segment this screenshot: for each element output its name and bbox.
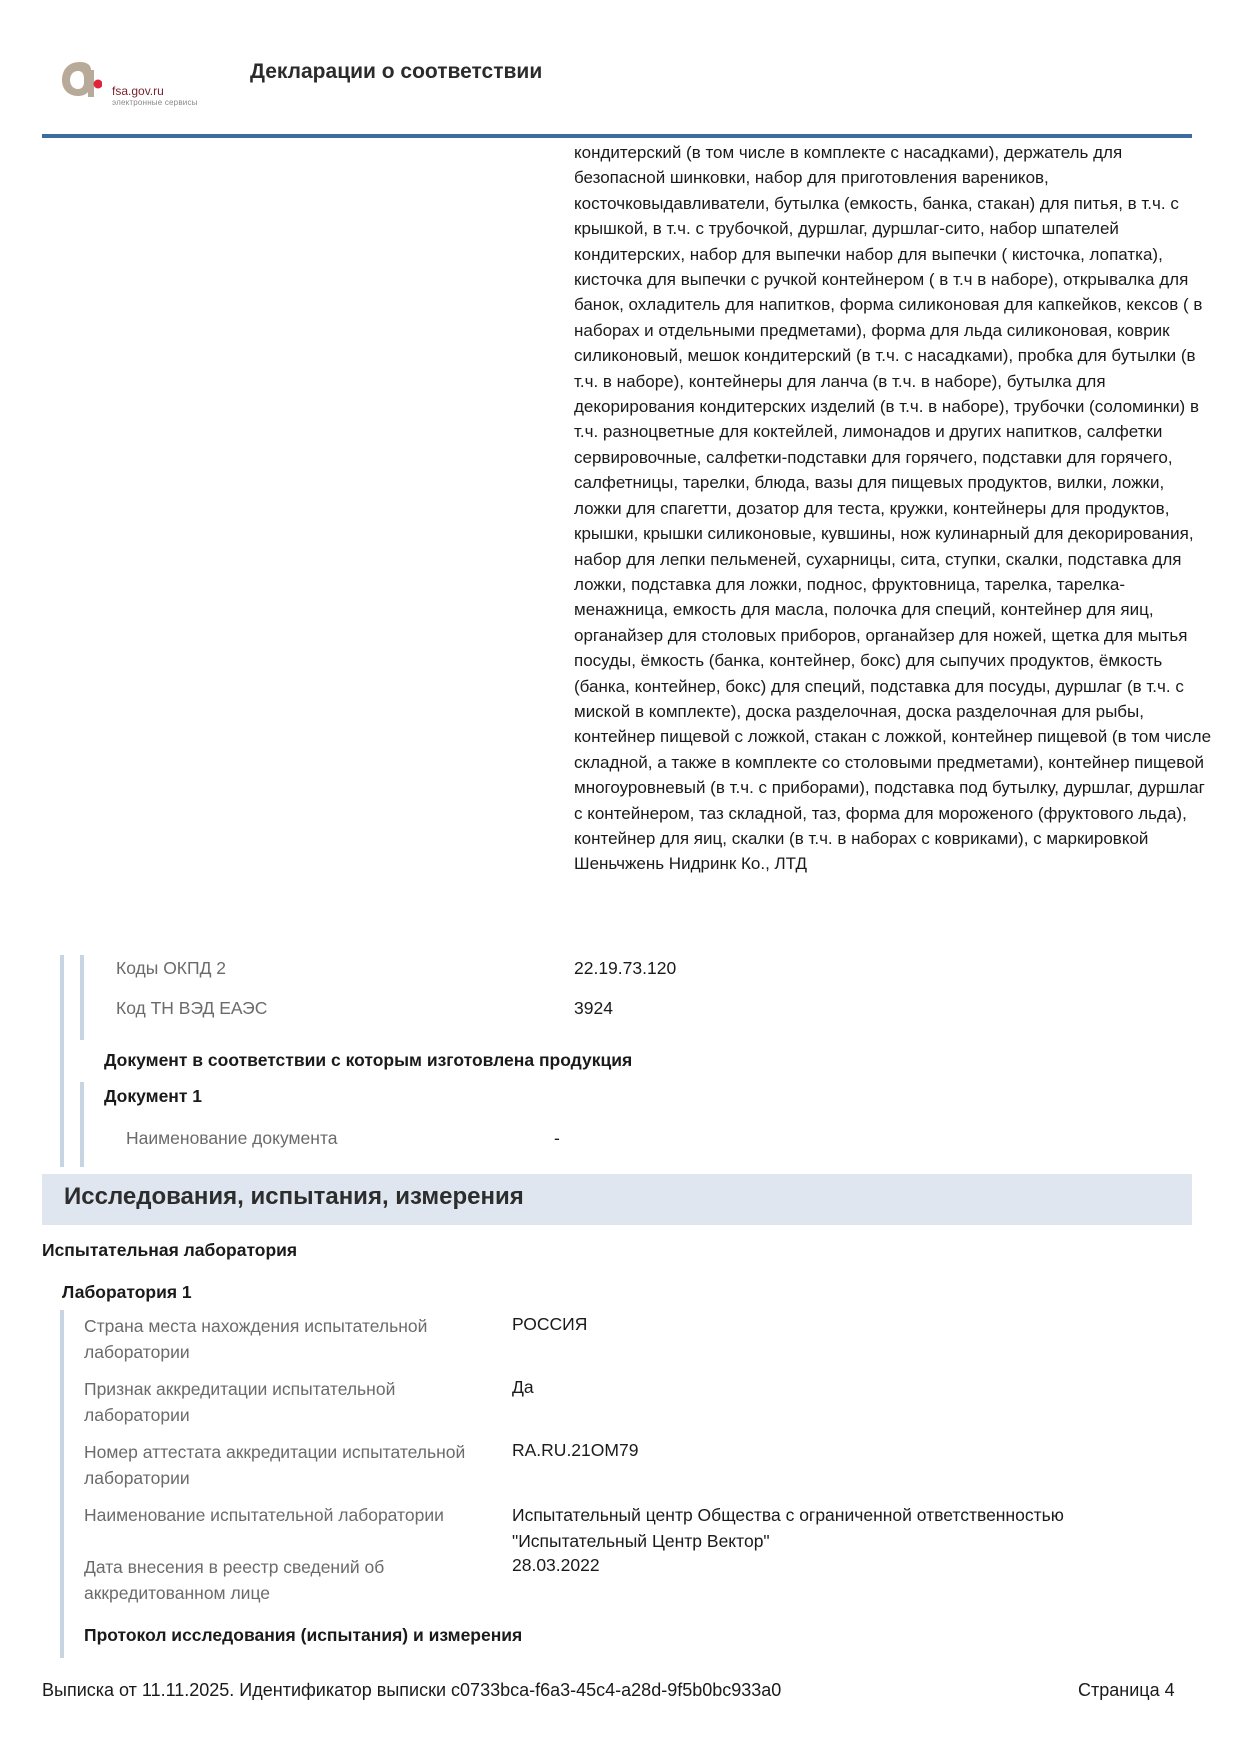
lab-registry-date-value: 28.03.2022 xyxy=(512,1555,600,1575)
okpd2-label: Коды ОКПД 2 xyxy=(116,958,227,978)
page-number: Страница 4 xyxy=(1078,1680,1175,1700)
lab-side-bar xyxy=(60,1310,64,1658)
logo-subtitle: электронные сервисы xyxy=(112,98,198,107)
lab-certificate-value: RA.RU.21ОМ79 xyxy=(512,1440,639,1460)
document-name-label: Наименование документа xyxy=(126,1128,338,1148)
production-doc-title: Документ в соответствии с которым изготовлена продукция xyxy=(104,1050,633,1070)
lab-country-label: Страна места нахождения испытательной лаборатории xyxy=(84,1316,428,1362)
lab-country-value: РОССИЯ xyxy=(512,1314,588,1334)
logo-site-text: fsa.gov.ru xyxy=(112,84,164,98)
footer-extract-id: Выписка от 11.11.2025. Идентификатор выписки c0733bca-f6a3-45c4-a28d-9f5b0bc933a0 xyxy=(42,1680,782,1700)
lab-1-title: Лаборатория 1 xyxy=(62,1282,192,1302)
header-divider xyxy=(42,134,1192,138)
tnved-label: Код ТН ВЭД ЕАЭС xyxy=(116,998,268,1018)
document-side-bar xyxy=(80,1082,84,1167)
document-name-value: - xyxy=(554,1128,560,1148)
outer-side-bar xyxy=(60,955,64,1167)
lab-registry-date-label: Дата внесения в реестр сведений об аккредитованном лице xyxy=(84,1557,385,1603)
section-title-research: Исследования, испытания, измерения xyxy=(64,1183,524,1210)
lab-name-value: Испытательный центр Общества с ограниченной ответственностью "Испытательный Центр Вектор" xyxy=(512,1505,1064,1551)
tnved-value: 3924 xyxy=(574,998,613,1018)
lab-certificate-label: Номер аттестата аккредитации испытательной лаборатории xyxy=(84,1442,466,1488)
document-1-title: Документ 1 xyxy=(104,1086,203,1106)
lab-accreditation-value: Да xyxy=(512,1377,534,1397)
lab-group-title: Испытательная лаборатория xyxy=(42,1240,298,1260)
product-description: кондитерский (в том числе в комплекте с насадками), держатель для безопасной шинковки, набор для приготовления вареников, косточковыдавливатели, бутылка (емкость, банка, стакан) для питья, в т.ч. с крышкой, в т.ч. с трубочкой, дуршлаг, дуршлаг-сито, набор шпателей кондитерских, набор для выпечки набор для выпечки ( кисточка, лопатка), кисточка для выпечки с ручкой контейнером ( в т.ч в наборе), открывалка для банок, охладитель для напитков, форма силиконовая для капкейков, кексов ( в наборах и отдельными предметами), форма для льда силиконовая, коврик силиконовый, мешок кондитерский (в т.ч. с насадками), пробка для бутылки (в т.ч. в наборе), контейнеры для ланча (в т.ч. в наборе), бутылка для декорирования кондитерских изделий (в т.ч. в наборе), трубочки (соломинки) в т.ч. разноцветные для коктейлей, лимонадов и других напитков, салфетки сервировочные, салфетки-подставки для горячего, подставки для горячего, салфетницы, тарелки, блюда, вазы для пищевых продуктов, вилки, ложки, ложки для спагетти, дозатор для теста, кружки, контейнеры для продуктов, крышки, крышки силиконовые, кувшины, нож кулинарный для декорирования, набор для лепки пельменей, сухарницы, сита, ступки, скалки, подставка для ложки, подставка для ложки, поднос, фруктовница, тарелка, тарелка-менажница, емкость для масла, полочка для специй, контейнер для яиц, органайзер для столовых приборов, органайзер для ножей, щетка для мытья посуды, ёмкость (банка, контейнер, бокс) для сыпучих продуктов, ёмкость (банка, контейнер, бокс) для специй, подставка для посуды, дуршлаг (в т.ч. с миской в комплекте), доска разделочная, доска разделочная для рыбы, контейнер пищевой с ложкой, стакан с ложкой, контейнер пищевой (в том числе складной, а также в комплекте со столовыми предметами), контейнер пищевой многоуровневый (в т.ч. с приборами), подставка под бутылку, дуршлаг, дуршлаг с контейнером, таз складной, таз, форма для мороженого (фруктового льда), контейнер для яиц, скалки (в т.ч. в наборах с ковриками), с маркировкой Шеньчжень Нидринк Ко., ЛТД xyxy=(574,143,1212,874)
fsa-logo-icon xyxy=(58,56,98,100)
codes-side-bar xyxy=(80,955,84,1040)
page-title: Декларации о соответствии xyxy=(250,60,543,83)
lab-name-label: Наименование испытательной лаборатории xyxy=(84,1505,444,1525)
protocol-title: Протокол исследования (испытания) и измерения xyxy=(84,1625,523,1645)
okpd2-value: 22.19.73.120 xyxy=(574,958,677,978)
lab-accreditation-label: Признак аккредитации испытательной лаборатории xyxy=(84,1379,396,1425)
